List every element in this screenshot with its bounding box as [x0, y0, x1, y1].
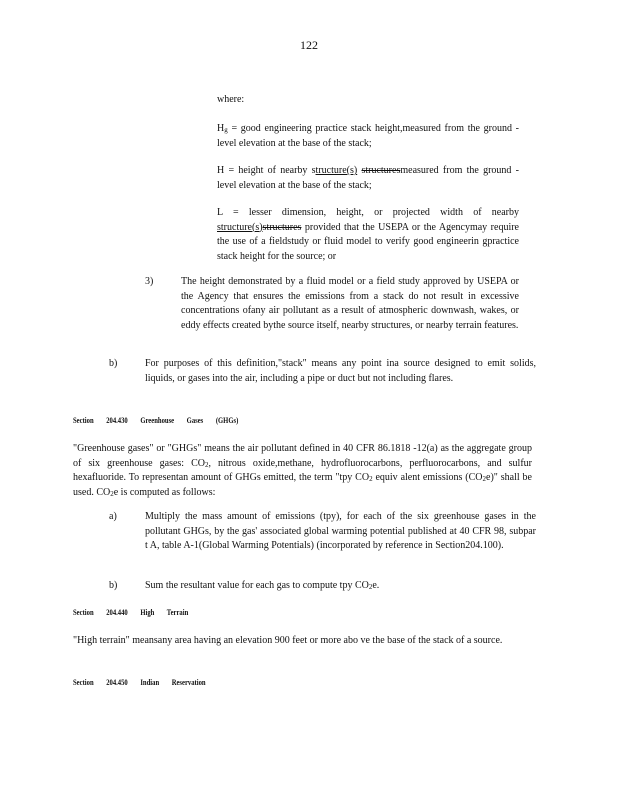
h-inserted-text: tructure(s) — [315, 165, 358, 176]
high-terrain-paragraph: "High terrain" meansany area having an elevation 900 feet or more abo ve the base of the stack of a source. — [73, 635, 503, 646]
l-deleted-text: structures — [262, 221, 302, 233]
ghg-para-part-4: e)" shall be used. CO — [73, 472, 532, 498]
ghg-item-b-subscript: 2 — [368, 583, 373, 591]
ghg-para-subscript-3: 2 — [482, 475, 487, 483]
definition-h — [217, 164, 519, 193]
l-text-after: provided that the USEPA or the Agencymay require the use of a fieldstudy or fluid model to verify good engineerin gpractice stack height for the source; or — [217, 221, 519, 262]
section-heading-ghg: Section 204.430 Greenhouse Gases (GHGs) — [73, 415, 239, 425]
ghg-item-a-text: Multiply the mass amount of emissions (tpy), for each of the six greenhouse gases in the pollutant GHGs, by the gas' associated global warming potential published at 40 CFR 98, subpar t A, table A-1(Global Warming Potentials) (incorporated by reference in Section204.100). — [145, 511, 536, 551]
ghg-item-b-part-1: Sum the resultant value for each gas to compute tpy CO — [145, 580, 369, 591]
item-3-label: 3) — [145, 276, 154, 287]
h-deleted-text: structures — [361, 165, 401, 176]
ghg-item-b-part-2: e. — [372, 580, 380, 591]
ghg-item-b-label: b) — [109, 580, 118, 591]
ghg-para-subscript-1: 2 — [205, 460, 209, 469]
h-text-before: H = height of nearby s — [217, 165, 316, 176]
ghg-item-b-text — [145, 579, 536, 594]
hg-subscript: g — [224, 126, 228, 134]
ghg-para-part-3: equiv alent emissions (CO — [375, 472, 483, 483]
hg-symbol: H — [217, 123, 225, 134]
ghg-para-part-5: e is computed as follows: — [113, 486, 216, 498]
where-label: where: — [217, 94, 245, 105]
item-b1-label: b) — [109, 358, 118, 369]
item-3-text: The height demonstrated by a fluid model or a field study approved by USEPA or the Agency that ensures the emissions from a stack do not result in excessive concentrations ofany air pollutant as a result of atmospheric downwash, wakes, or eddy effects created bythe source itself, nearby structures, or nearby terrain features. — [181, 276, 519, 331]
ghg-item-a-label: a) — [109, 511, 117, 522]
l-text-before: L = lesser dimension, height, or projected width of nearby — [217, 207, 519, 218]
ghg-para-part-1: "Greenhouse gases" or "GHGs" means the air pollutant defined in 40 CFR 86.1818 -12(a) as the aggregate group of six greenhouse gases: CO — [73, 443, 532, 469]
h-text-after: measured from the ground -level elevation at the base of the stack; — [217, 165, 519, 191]
ghg-para-subscript-4: 2 — [110, 489, 114, 498]
page-number: 122 — [300, 38, 318, 52]
definition-hg — [217, 122, 519, 151]
ghg-para-subscript-2: 2 — [369, 475, 373, 483]
ghg-para-part-2: , nitrous oxide,methane, hydrofluorocarbons, perfluorocarbons, and sulfur hexafluoride. To representan amount of GHGs emitted, the term "tpy CO — [73, 457, 532, 483]
ghg-definition-paragraph — [73, 442, 532, 500]
section-heading-high-terrain: Section 204.440 High Terrain — [73, 607, 189, 617]
section-heading-indian-reservation: Section 204.450 Indian Reservation — [73, 677, 206, 687]
item-b1-text: For purposes of this definition,"stack" means any point ina source designed to emit solids, liquids, or gases into the air, including a pipe or duct but not including flares. — [145, 358, 536, 384]
hg-text: = good engineering practice stack height,measured from the ground -level elevation at the base of the stack; — [217, 123, 520, 149]
definition-l — [217, 206, 519, 264]
l-inserted-text: structure(s) — [217, 221, 263, 233]
